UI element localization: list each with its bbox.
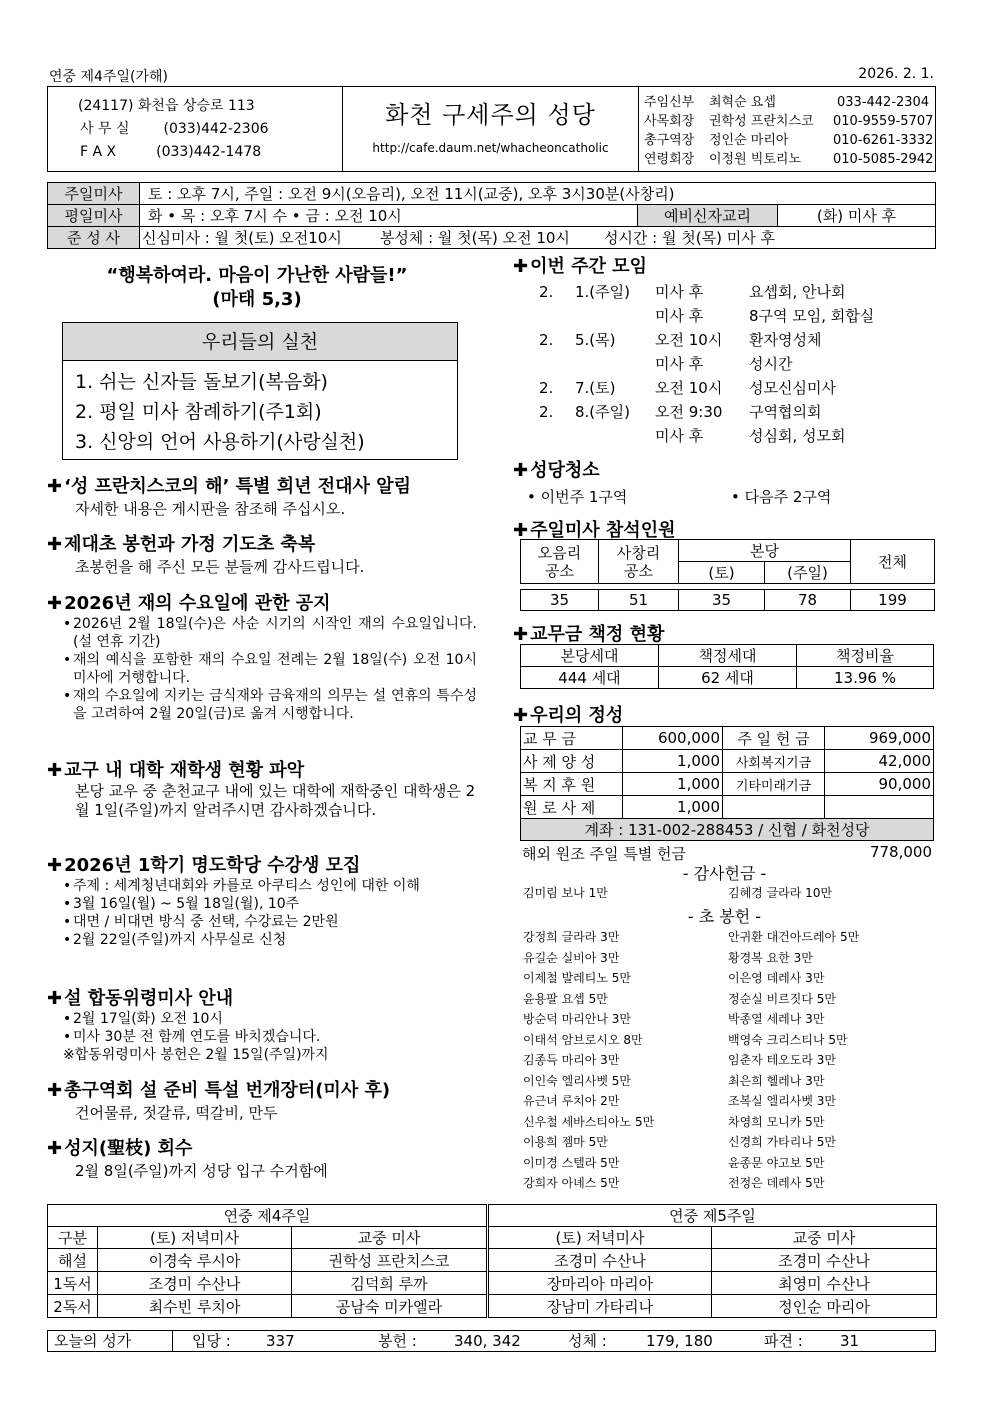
candles-list (513, 927, 936, 1194)
address-block (78, 95, 348, 164)
list-item: 강희자 아녜스 5만 전정은 데레사 5만 (523, 1176, 825, 1190)
table-row: 1독서 조경미 수산나 김덕희 루까 장마리아 마리아 최영미 수산나 (48, 1272, 937, 1295)
notice-title: ‘성 프란치스코의 해’ 특별 희년 전대사 알림 (64, 476, 411, 497)
sacrament-label: 준 성 사 (48, 227, 140, 249)
church-url[interactable]: http://cafe.daum.net/whacheoncatholic (372, 141, 609, 155)
fax-label: F A X (80, 144, 117, 160)
list-item: 방순덕 마리안나 3만 박종열 세레나 3만 (523, 1012, 825, 1026)
catechism-label: 예비신자교리 (638, 205, 778, 227)
list-item: 이제철 발레티노 5만 이은영 데레사 3만 (523, 971, 825, 985)
attendance-value: 199 (851, 590, 935, 611)
notice-bullet: • 2월 17일(화) 오전 10시 (63, 1010, 477, 1028)
notice-bullet: • 재의 수요일에 지키는 금식재와 금육재의 의무는 설 연휴의 특수성을 고려하여 2월 20일(금)로 옮겨 시행합니다. (63, 687, 477, 723)
list-item: 이인숙 엘리사벳 5만 최은희 헬레나 3만 (523, 1073, 825, 1088)
tithe-value: 444 세대 (521, 667, 659, 689)
address: (24117) 화천읍 상승로 113 (78, 98, 255, 114)
devotion-mass: 신심미사 : 월 첫(토) 오전10시 (142, 229, 342, 247)
entrance-hymn: 337 (266, 1332, 295, 1350)
notice-section (47, 1076, 487, 1123)
table-row: 해설 이경숙 루시아 권학성 프란치스코 조경미 수산나 조경미 수산나 (48, 1249, 937, 1272)
notice-title: 제대초 봉헌과 가정 기도초 축복 (64, 534, 316, 555)
notice-bullet: • 2026년 2월 18일(수)은 사순 시기의 시작인 재의 수요일입니다.(설 연휴 기간) (63, 615, 477, 651)
list-item: 유근녀 루치아 2만 조복실 엘리사벳 3만 (523, 1094, 837, 1108)
notice-text: 2월 8일(주일)까지 성당 입구 수거함에 (75, 1162, 328, 1180)
tithe-title: 교무금 책정 현황 (530, 624, 665, 645)
list-item: 이태석 암브로시오 8만 백영숙 크리스티나 5만 (523, 1032, 848, 1047)
thanks-list (513, 883, 936, 904)
cross-icon: ✚ (513, 460, 529, 481)
cross-icon: ✚ (47, 988, 63, 1009)
notice-bullet: • 미사 30분 전 함께 연도를 바치겠습니다. (63, 1028, 477, 1046)
catechism-text: (화) 미사 후 (778, 205, 936, 227)
header-box (47, 86, 936, 172)
notice-section (47, 1134, 477, 1181)
list-item: 김미림 보나 1만 김혜경 글라라 10만 (523, 886, 833, 900)
cross-icon: ✚ (513, 520, 529, 541)
meetings-title: 이번 주간 모임 (530, 256, 647, 277)
holy-hour: 성시간 : 월 첫(목) 미사 후 (603, 229, 775, 247)
list-item: 신우철 세바스티아노 5만 차영희 모니카 5만 (523, 1114, 825, 1129)
practice-list (63, 361, 457, 457)
fax-tel: (033)442-1478 (156, 144, 262, 160)
notice-bullet: • 재의 예식을 포함한 재의 수요일 전례는 2월 18일(수) 오전 10시 미사에 거행합니다. (63, 651, 477, 687)
church-cleaning (513, 456, 936, 507)
notice-bullet: • 대면 / 비대면 방식 중 선택, 수강료는 2만원 (63, 913, 477, 931)
list-item: 이미경 스텔라 5만 윤종문 야고보 5만 (523, 1155, 825, 1170)
cross-icon: ✚ (47, 760, 63, 781)
tithe-table: 본당세대 책정세대 책정비율 444 세대 62 세대 13.96 % (520, 644, 934, 689)
notice-bullet: • 3월 16일(월) ~ 5월 18일(월), 10주 (63, 895, 477, 913)
notice-title: 성지(聖枝) 회수 (64, 1138, 193, 1159)
list-item: 이용희 젬마 5만 신경희 가타리나 5만 (523, 1135, 837, 1149)
church-name: 화천 구세주의 성당 (385, 101, 596, 129)
cross-icon: ✚ (47, 534, 63, 555)
attendance-value: 78 (765, 590, 851, 611)
overseas-aid: 해외 원조 주일 특별 헌금 778,000 (522, 843, 932, 863)
attendance-table: 오음리 공소 사창리 공소 본당 전체 (토) (주일) 35 51 35 78 199 (520, 539, 935, 611)
contacts: 주임신부 최혁순 요셉 033-442-2304 사목회장 권학성 프란치스코 010-9559-5707 총구역장 정인순 마리아 010-6261-3332 연령회장 이정원 빅토리노 010-5085-2942 (644, 95, 934, 167)
thanks-title: - 감사헌금 - (682, 864, 767, 883)
home-communion: 봉성체 : 월 첫(목) 오전 10시 (379, 229, 570, 247)
notice-section (47, 472, 477, 519)
notice-title: 2026년 재의 수요일에 관한 공지 (64, 593, 331, 614)
quote-ref: (마태 5,3) (212, 289, 302, 310)
list-item: 유길순 실비아 3만 황경복 요한 3만 (523, 950, 813, 965)
notice-section (47, 984, 477, 1064)
office-label: 사 무 실 (80, 121, 130, 137)
notice-note: ※합동위령미사 봉헌은 2월 15일(주일)까지 (63, 1047, 329, 1063)
gospel-quote (47, 264, 467, 312)
tithe-value: 62 세대 (659, 667, 797, 689)
liturgy-roster: 연중 제4주일 연중 제5주일 구분 (토) 저녁미사 교중 미사 (토) 저녁미사 교중 미사 해설 이경숙 루시아 권학성 프란치스코 조경미 수산나 조경미 수산나 1독서 조경미 수산나 김덕희 루까 장마리아 마리아 최영미 수산나 2독서 최수빈 루치아 공남숙 미카엘라 장남미 가타리나 정인순 마리아 (47, 1204, 937, 1318)
notice-title: 총구역회 설 준비 특설 번개장터(미사 후) (64, 1080, 391, 1101)
notice-text: 건어물류, 젓갈류, 떡갈비, 만두 (75, 1104, 278, 1122)
cross-icon: ✚ (47, 593, 63, 614)
sunday-mass-text: 토 : 오후 7시, 주일 : 오전 9시(오음리), 오전 11시(교중), 오후 3시30분(사창리) (140, 183, 936, 205)
cross-icon: ✚ (47, 1138, 63, 1159)
week4-header: 연중 제4주일 (48, 1205, 488, 1227)
tithe-title-row (513, 620, 664, 646)
notice-text: 초봉헌을 해 주신 모든 분들께 감사드립니다. (75, 558, 365, 576)
cross-icon: ✚ (513, 256, 529, 277)
notice-bullet: • 주제 : 세계청년대회와 카를로 아쿠티스 성인에 대한 이해 (63, 877, 477, 895)
office-tel: (033)442-2306 (163, 121, 269, 137)
notice-section (47, 756, 477, 820)
attendance-title: 주일미사 참석인원 (530, 520, 676, 541)
weekday-mass-label: 평일미사 (48, 205, 140, 227)
cleaning-this-week: • 이번주 1구역 (527, 488, 628, 506)
weekday-mass-text: 화 • 목 : 오후 7시 수 • 금 : 오전 10시 (140, 205, 638, 227)
offering-title-row (513, 701, 623, 727)
notice-text: 자세한 내용은 게시판을 참조해 주십시오. (75, 500, 346, 518)
list-item: 윤용팔 요셉 5만 정순실 비르짓다 5만 (523, 991, 837, 1006)
mass-schedule (47, 182, 936, 249)
cross-icon: ✚ (47, 1080, 63, 1101)
bulletin-date: 2026. 2. 1. (858, 66, 934, 82)
hymns-label: 오늘의 성가 (54, 1332, 132, 1350)
tithe-value: 13.96 % (797, 667, 934, 689)
recessional-hymn: 31 (840, 1332, 860, 1350)
cross-icon: ✚ (513, 705, 529, 726)
week-title: 연중 제4주일(가해) (49, 69, 168, 85)
notice-bullet: • 2월 22일(주일)까지 사무실로 신청 (63, 931, 477, 949)
notice-section (47, 851, 477, 949)
cross-icon: ✚ (513, 624, 529, 645)
attendance-value: 51 (599, 590, 679, 611)
table-row: 2독서 최수빈 루치아 공남숙 미카엘라 장남미 가타리나 정인순 마리아 (48, 1295, 937, 1318)
offering-title: 우리의 정성 (530, 705, 624, 726)
practice-title: 우리들의 실천 (63, 323, 457, 361)
notice-section (47, 589, 477, 723)
hymns-bar: 오늘의 성가 입당 : 337 봉헌 : 340, 342 성체 : 179, 180 파견 : 31 (47, 1330, 936, 1352)
practice-item: 3. 신앙의 언어 사용하기(사랑실천) (75, 431, 365, 453)
list-item: 강정희 글라라 3만 안귀환 대건아드레아 5만 (523, 930, 860, 944)
notice-title: 교구 내 대학 재학생 현황 파악 (64, 760, 305, 781)
cross-icon: ✚ (47, 855, 63, 876)
list-item: 김종득 마리아 3만 임춘자 테오도라 3만 (523, 1053, 837, 1067)
offering-table: 교 무 금 600,000 주 일 헌 금 969,000 사 제 양 성 1,000 사회복지기금 42,000 복 지 후 원 1,000 기타미래기금 90,000 원 로 사 제 1,000 계좌 : 131-002-288453 / 신협 / 화천성당 (520, 726, 934, 841)
account-info: 계좌 : 131-002-288453 / 신협 / 화천성당 (521, 819, 934, 841)
cleaning-title: 성당청소 (530, 460, 600, 481)
cross-icon: ✚ (47, 476, 63, 497)
notice-text: 본당 교우 중 춘천교구 내에 있는 대학에 재학중인 대학생은 2월 1일(주일)까지 알려주시면 감사하겠습니다. (75, 782, 476, 819)
quote-text: “행복하여라. 마음이 가난한 사람들!” (106, 265, 408, 286)
practice-box (62, 322, 458, 460)
practice-item: 1. 쉬는 신자들 돌보기(복음화) (75, 371, 328, 393)
notice-title: 2026년 1학기 명도학당 수강생 모집 (64, 855, 361, 876)
sunday-mass-label: 주일미사 (48, 183, 140, 205)
candles-title: - 초 봉헌 - (687, 907, 762, 926)
notice-section (47, 530, 477, 577)
attendance-value: 35 (679, 590, 765, 611)
weekly-meetings: ✚ 이번 주간 모임 2. 1.(주일) 미사 후 요셉회, 안나회 미사 후 8구역 모임, 회합실 2. 5.(목) 오전 10시 환자영성체 미사 후 성시간 2. 7.(토) 오전 10시 성모신심미사 2. 8.(주일) 오전 9:30 구역협의회 미사 후 성심회, 성모회 (513, 256, 875, 445)
week5-header: 연중 제5주일 (488, 1205, 937, 1227)
practice-item: 2. 평일 미사 참례하기(주1회) (75, 401, 322, 423)
offertory-hymn: 340, 342 (454, 1332, 521, 1350)
communion-hymn: 179, 180 (646, 1332, 713, 1350)
notice-title: 설 합동위령미사 안내 (64, 988, 234, 1009)
cleaning-next-week: • 다음주 2구역 (731, 488, 832, 506)
attendance-value: 35 (521, 590, 599, 611)
